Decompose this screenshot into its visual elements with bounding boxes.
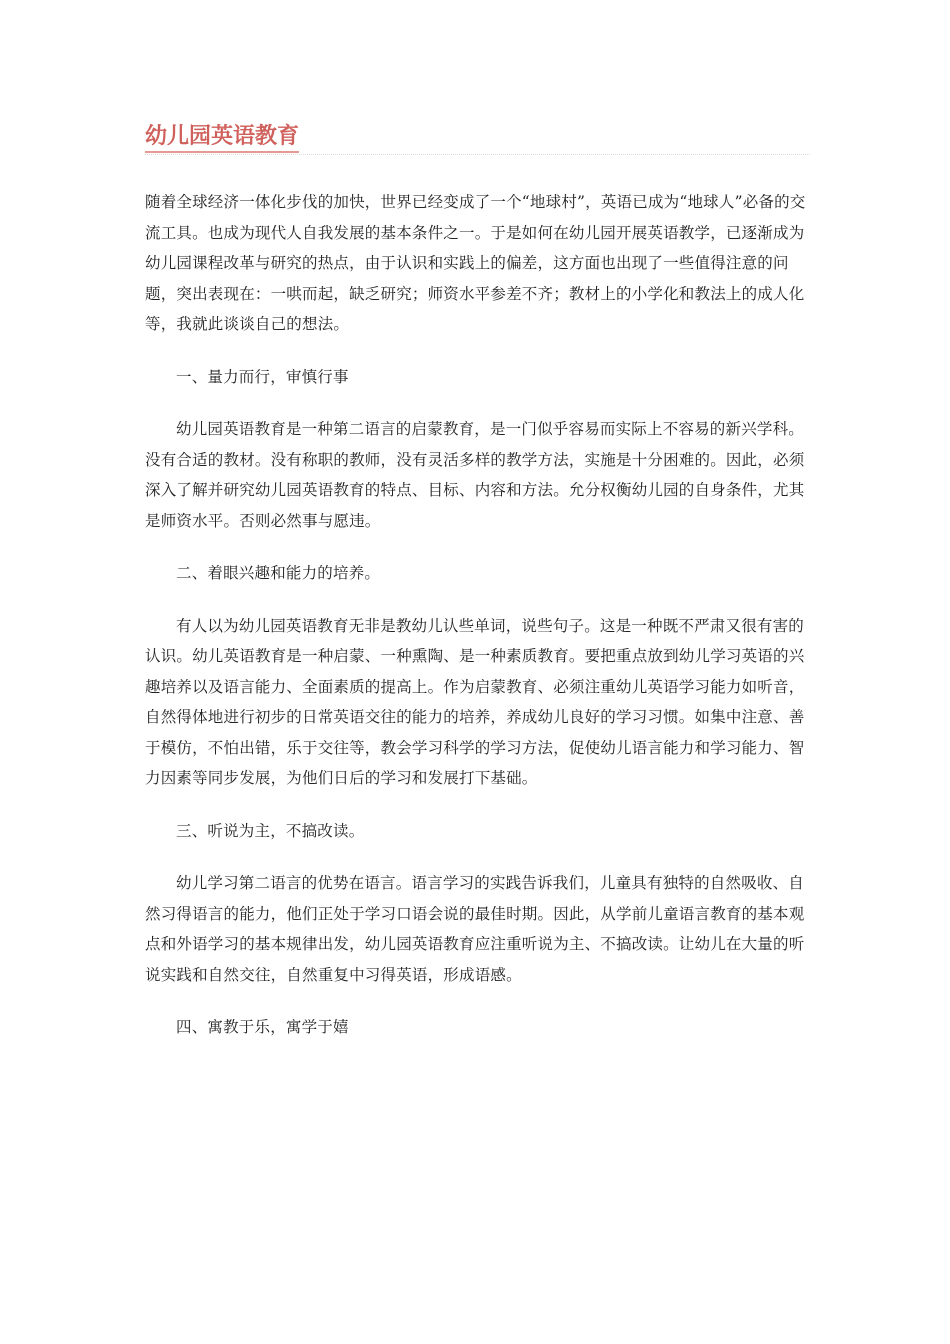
section-paragraph-3: 幼儿学习第二语言的优势在语言。语言学习的实践告诉我们，儿童具有独特的自然吸收、自然习得语言的能力，他们正处于学习口语会说的最佳时期。因此，从学前儿童语言教育的基本观点和外语学习的基本规律出发，幼儿园英语教育应注重听说为主、不搞改读。让幼儿在大量的听说实践和自然交往，自然重复中习得英语，形成语感。: [145, 874, 805, 984]
paragraph-gap: [145, 392, 810, 414]
title-area: [145, 118, 810, 155]
section-heading-3: 三、听说为主，不搞改读。: [176, 821, 365, 840]
section-heading-1: 一、量力而行，审慎行事: [176, 367, 349, 386]
intro-paragraph: 随着全球经济一体化步伐的加快，世界已经变成了一个“地球村”，英语已成为“地球人”必备的交流工具。也成为现代人自我发展的基本条件之一。于是如何在幼儿园开展英语教学，已逐渐成为幼儿园课程改革与研究的热点，由于认识和实践上的偏差，这方面也出现了一些值得注意的问题，突出表现在：一哄而起，缺乏研究；师资水平参差不齐；教材上的小学化和教法上的成人化等，我就此谈谈自己的想法。: [145, 193, 806, 333]
section-heading-2: 二、着眼兴趣和能力的培养。: [176, 564, 381, 582]
paragraph-gap: [145, 536, 810, 558]
document-body: [145, 187, 810, 1043]
paragraph-gap: [145, 340, 810, 362]
section-paragraph-2: 有人以为幼儿园英语教育无非是教幼儿认些单词，说些句子。这是一种既不严肃又很有害的认识。幼儿英语教育是一种启蒙、一种熏陶、是一种素质教育。要把重点放到幼儿学习英语的兴趣培养以及语言能力、全面素质的提高上。作为启蒙教育、必须注重幼儿英语学习能力如听音，自然得体地进行初步的日常英语交往的能力的培养，养成幼儿良好的学习习惯。如集中注意、善于模仿，不怕出错，乐于交往等，教会学习科学的学习方法，促使幼儿语言能力和学习能力、智力因素等同步发展，为他们日后的学习和发展打下基础。: [145, 616, 805, 787]
document-title: 幼儿园英语教育: [145, 122, 299, 153]
paragraph-gap: [145, 589, 810, 611]
paragraph-gap: [145, 846, 810, 868]
paragraph-gap: [145, 990, 810, 1012]
section-heading-4: 四、寓教于乐，寓学于嬉: [176, 1018, 349, 1036]
document-page: [145, 118, 810, 1043]
section-paragraph-1: 幼儿园英语教育是一种第二语言的启蒙教育，是一门似乎容易而实际上不容易的新兴学科。没有合适的教材。没有称职的教师，没有灵活多样的教学方法，实施是十分困难的。因此，必须深入了解并研究幼儿园英语教育的特点、目标、内容和方法。允分权衡幼儿园的自身条件，尤其是师资水平。否则必然事与愿违。: [145, 420, 805, 530]
paragraph-gap: [145, 794, 810, 816]
